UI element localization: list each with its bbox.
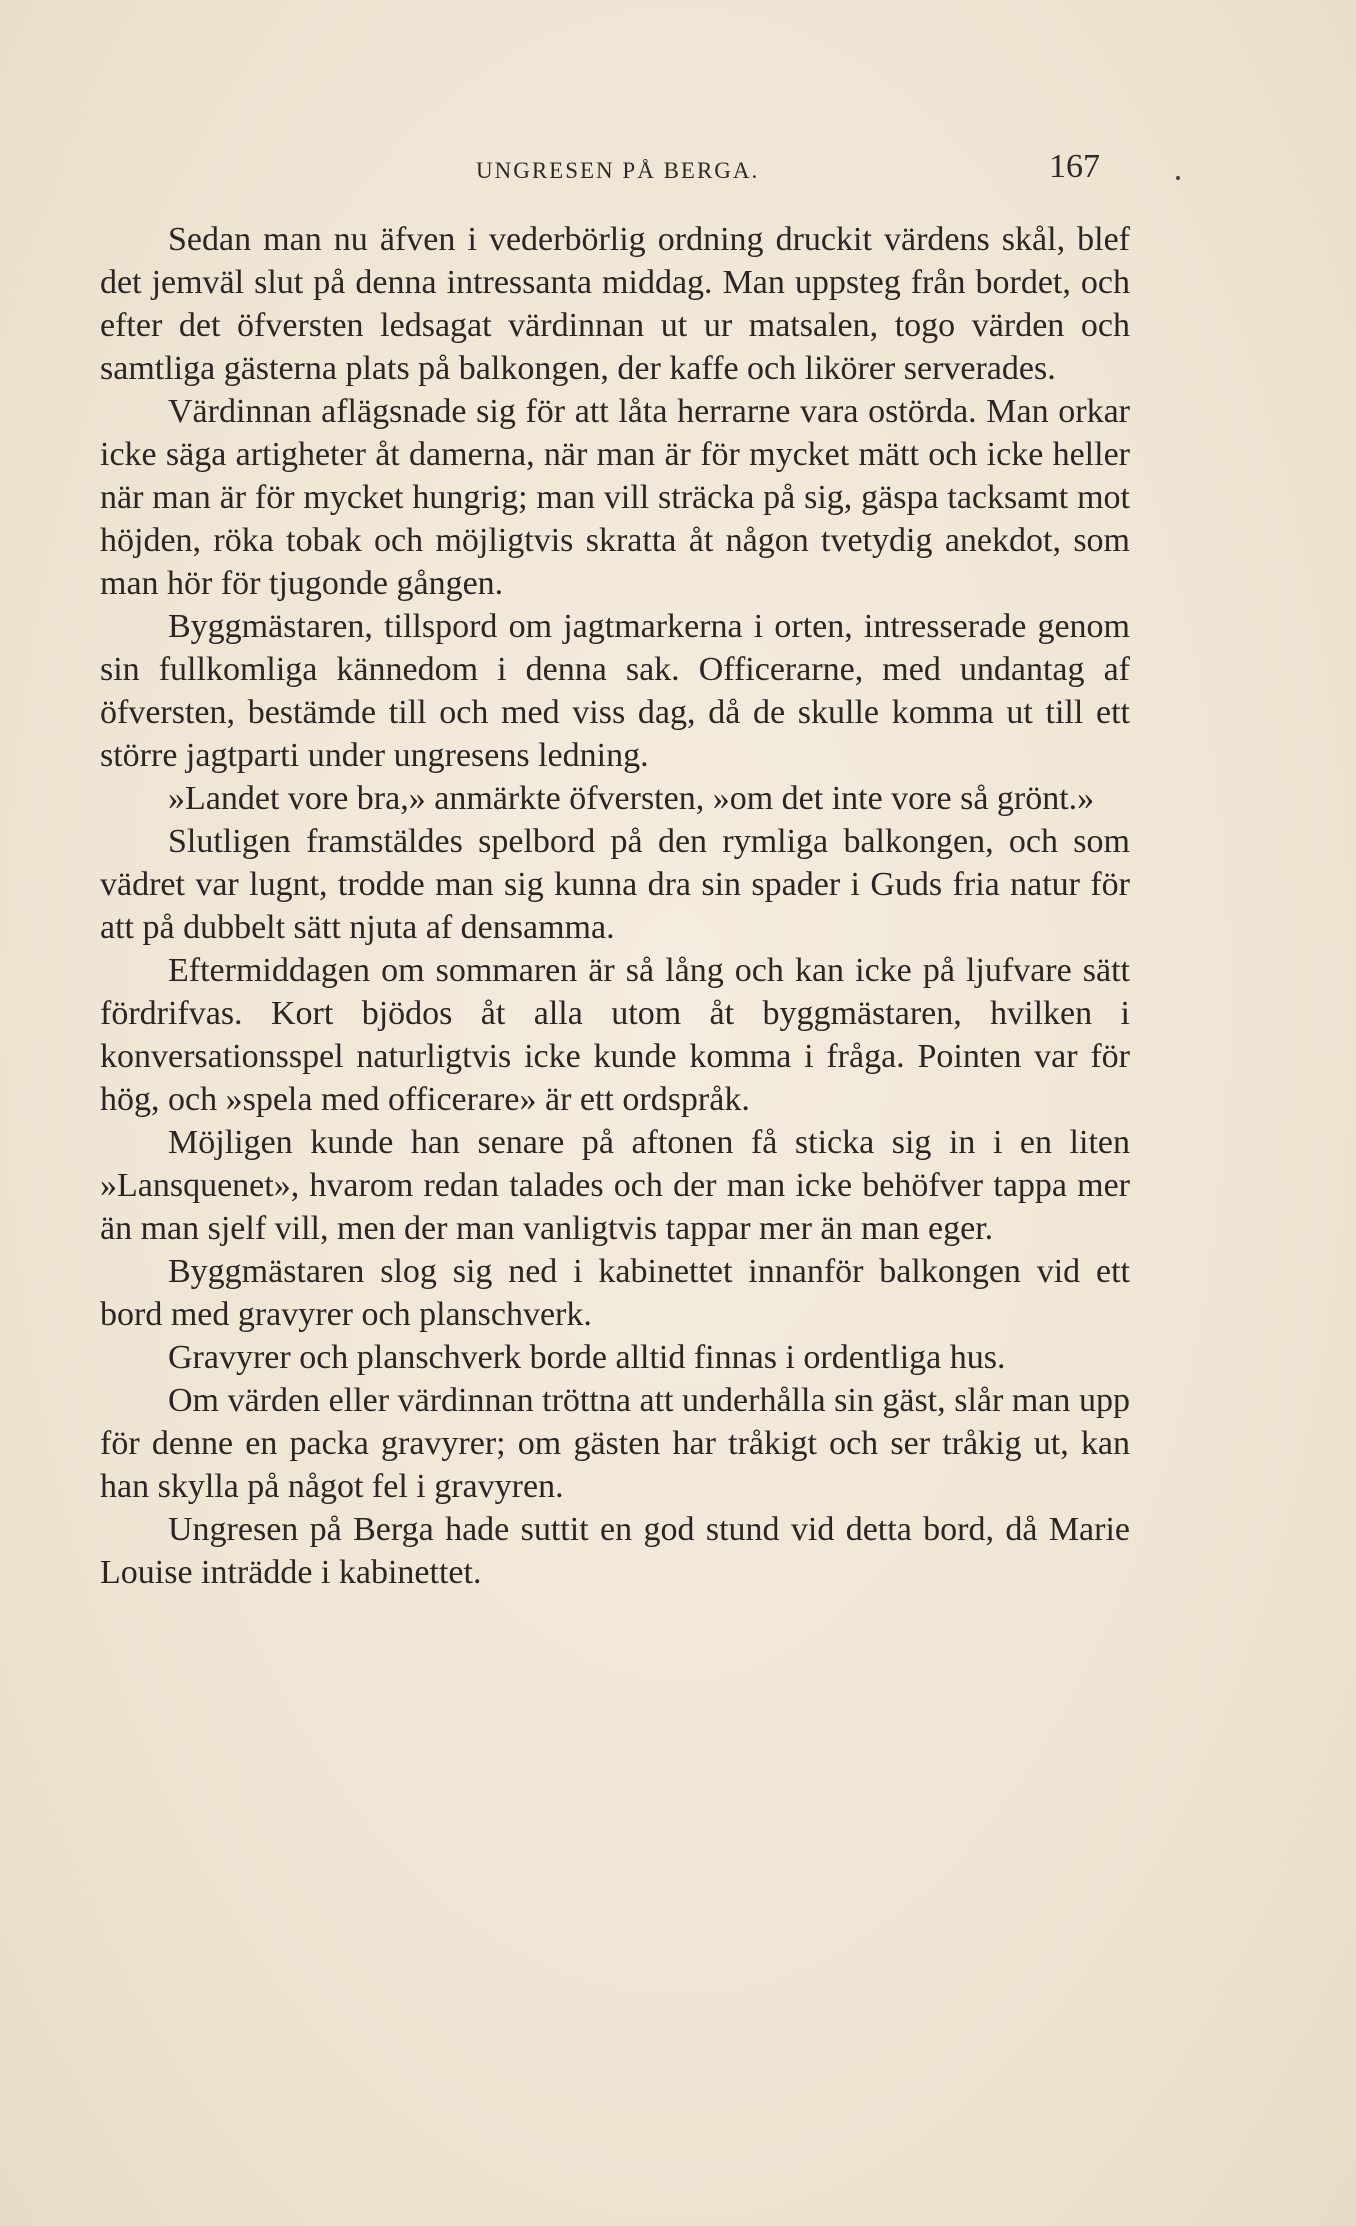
paragraph: Eftermiddagen om sommaren är så lång och kan icke på ljufvare sätt fördrifvas. Kort bjödos åt alla utom åt byggmästaren, hvilken i konversationsspel naturligtvis icke kunde komma i fråga. Pointen var för hög, och »spela med officerare» är ett ordspråk.: [100, 952, 1130, 1118]
paragraph: Byggmästaren, tillspord om jagtmarkerna i orten, intresserade genom sin fullkomliga kännedom i denna sak. Officerarne, med undantag af öfversten, bestämde till och med viss dag, då de skulle komma ut till ett större jagtparti under ungresens ledning.: [100, 608, 1130, 774]
paragraph: Gravyrer och planschverk borde alltid finnas i ordentliga hus.: [168, 1339, 1006, 1376]
paragraph: Sedan man nu äfven i vederbörlig ordning druckit värdens skål, blef det jemväl slut på denna intressanta middag. Man uppsteg från bordet, och efter det öfversten ledsagat värdinnan ut ur matsalen, togo värden och samtliga gästerna plats på balkongen, der kaffe och likörer serverades.: [100, 221, 1130, 387]
paragraph: Slutligen framstäldes spelbord på den rymliga balkongen, och som vädret var lugnt, trodde man sig kunna dra sin spader i Guds fria natur för att på dubbelt sätt njuta af densamma.: [100, 823, 1130, 946]
paragraph: Möjligen kunde han senare på aftonen få sticka sig in i en liten »Lansquenet», hvarom redan talades och der man icke behöfver tappa mer än man sjelf vill, men der man vanligtvis tappar mer än man eger.: [100, 1124, 1130, 1247]
paragraph: Värdinnan aflägsnade sig för att låta herrarne vara ostörda. Man orkar icke säga artigheter åt damerna, när man är för mycket mätt och icke heller när man är för mycket hungrig; man vill sträcka på sig, gäspa tacksamt mot höjden, röka tobak och möjligtvis skratta åt någon tvetydig anekdot, som man hör för tjugonde gången.: [100, 393, 1130, 602]
paragraph: Byggmästaren slog sig ned i kabinettet innanför balkongen vid ett bord med gravyrer och planschverk.: [100, 1253, 1130, 1333]
paragraph: »Landet vore bra,» anmärkte öfversten, »om det inte vore så grönt.»: [168, 780, 1095, 817]
paragraph: Ungresen på Berga hade suttit en god stund vid detta bord, då Marie Louise inträdde i kabinettet.: [100, 1511, 1130, 1591]
running-head: UNGRESEN PÅ BERGA.: [476, 158, 760, 183]
page-number: 167: [1049, 148, 1100, 185]
body-text: [100, 218, 1130, 1594]
page-header: [100, 148, 1130, 198]
scan-speck: [1176, 176, 1180, 180]
paragraph: Om värden eller värdinnan tröttna att underhålla sin gäst, slår man upp för denne en packa gravyrer; om gästen har tråkigt och ser tråkig ut, kan han skylla på något fel i gravyren.: [100, 1382, 1130, 1505]
